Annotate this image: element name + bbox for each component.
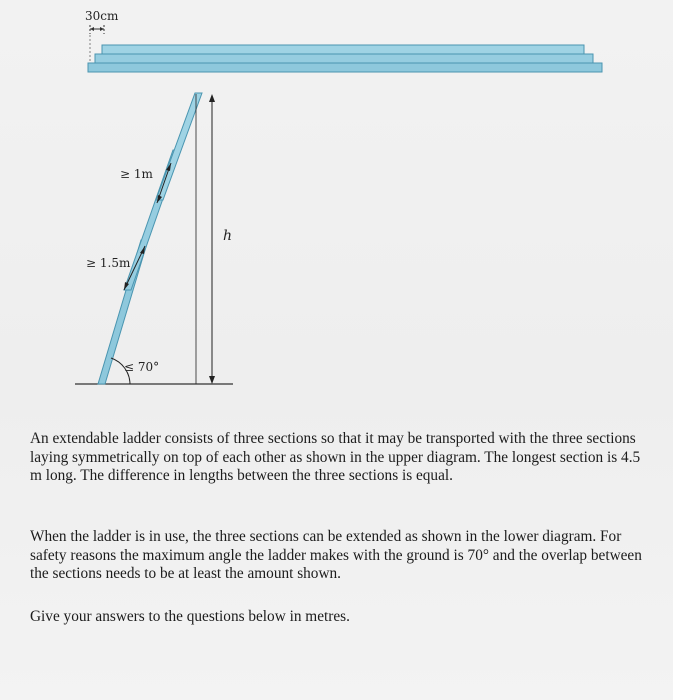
height-dimension <box>196 94 215 384</box>
width-label: 30cm <box>85 9 119 23</box>
angle-label: ≤ 70° <box>124 360 160 374</box>
ladder-section-top <box>156 93 202 200</box>
stacked-ladder-sections <box>88 45 602 72</box>
description-paragraph-1: An extendable ladder consists of three sections so that it may be transported with the three sections laying symmetrically on top of each other as shown in the upper diagram. The longest section is 4.5 m long. The difference in lengths between the three sections is equal. <box>30 430 641 484</box>
ladder-section-middle <box>95 54 593 63</box>
instruction-paragraph: Give your answers to the questions below in metres. <box>30 608 350 625</box>
extended-ladder <box>98 93 202 384</box>
height-label: h <box>223 228 233 244</box>
overlap-top-label: ≥ 1m <box>120 167 153 181</box>
ladder-section-shortest <box>102 45 584 54</box>
overlap-bottom-label: ≥ 1.5m <box>86 256 131 270</box>
ladder-section-longest <box>88 63 602 72</box>
description-paragraph-2: When the ladder is in use, the three sections can be extended as shown in the lower diagram. For safety reasons the maximum angle the ladder makes with the ground is 70° and the overlap between the sections needs to be at least the amount shown. <box>30 528 642 582</box>
